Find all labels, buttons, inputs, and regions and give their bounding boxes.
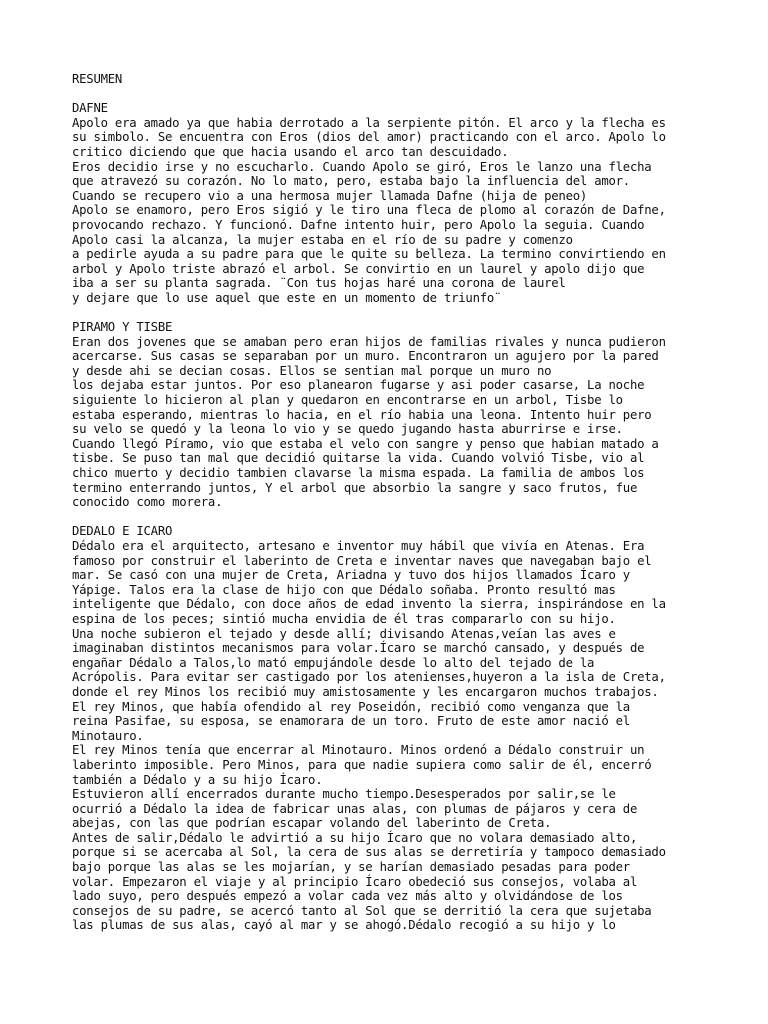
text-line: abejas, con las que podrían escapar volando del laberinto de Creta.: [72, 816, 552, 831]
text-line: Cuando se recupero vio a una hermosa mujer llamada Dafne (hija de peneo): [72, 188, 588, 203]
text-line: Apolo era amado ya que habia derrotado a la serpiente pitón. El arco y la flecha es: [72, 115, 666, 130]
text-line: siguiente lo hicieron al plan y quedaron en encontrarse en un arbol, Tisbe lo: [72, 393, 623, 408]
text-line: estaba esperando, mientras lo hacia, en el río habia una leona. Intento huir pero: [72, 407, 652, 422]
section-title-piramo-y-tisbe: PIRAMO Y TISBE: [72, 320, 173, 335]
text-line: famoso por construir el laberinto de Creta e inventar naves que navegaban bajo el: [72, 553, 652, 568]
blank-line: [72, 510, 762, 525]
text-line: termino enterrando juntos, Y el arbol que absorbio la sangre y saco frutos, fue: [72, 480, 638, 495]
text-line: donde el rey Minos los recibió muy amistosamente y les encargaron muchos trabajos.: [72, 684, 659, 699]
text-line: su simbolo. Se encuentra con Eros (dios del amor) practicando con el arco. Apolo lo: [72, 130, 666, 145]
text-line: Acrópolis. Para evitar ser castigado por los atenienses,huyeron a la isla de Creta,: [72, 670, 666, 685]
text-line: y desde ahi se decian cosas. Ellos se sentian mal porque un muro no: [72, 363, 552, 378]
text-line: provocando rechazo. Y funcionó. Dafne intento huir, pero Apolo la seguia. Cuando: [72, 217, 645, 232]
text-line: mar. Se casó con una mujer de Creta, Ariadna y tuvo dos hijos llamados Ícaro y: [72, 568, 630, 583]
text-line: El rey Minos, que había ofendido al rey Poseidón, recibió como venganza que la: [72, 699, 630, 714]
text-line: su velo se quedó y la leona lo vio y se quedo jugando hasta aburrirse e irse.: [72, 422, 623, 437]
text-line: Antes de salir,Dédalo le advirtió a su hijo Ícaro que no volara demasiado alto,: [72, 830, 638, 845]
blank-line: [72, 87, 762, 102]
text-line: Una noche subieron el tejado y desde allí; divisando Atenas,veían las aves e: [72, 626, 616, 641]
text-line: Dédalo era el arquitecto, artesano e inventor muy hábil que vivía en Atenas. Era: [72, 539, 645, 553]
text-line: bajo porque las alas se les mojarían, y se harían demasiado pesadas para poder: [72, 860, 630, 875]
text-line: que atravezó su corazón. No lo mato, pero, estaba bajo la influencia del amor.: [72, 174, 630, 189]
text-line: lado suyo, pero después empezó a volar cada vez más alto y olvidándose de los: [72, 889, 623, 904]
text-line: engañar Dédalo a Talos,lo mató empujándole desde lo alto del tejado de la: [72, 655, 595, 670]
text-line: las plumas de sus alas, cayó al mar y se ahogó.Dédalo recogió a su hijo y lo: [72, 918, 616, 933]
text-line: Estuvieron allí encerrados durante mucho tiempo.Desesperados por salir,se le: [72, 787, 616, 802]
text-line: y dejare que lo use aquel que este en un momento de triunfo¨: [72, 290, 502, 305]
text-line: Minotauro.: [72, 728, 144, 743]
section-title-dedalo-e-icaro: DEDALO E ICARO: [72, 524, 173, 539]
text-line: a pedirle ayuda a su padre para que le quite su belleza. La termino convirtiendo en: [72, 247, 666, 262]
text-line: laberinto imposible. Pero Minos, para que nadie supiera como salir de él, encerró: [72, 757, 652, 772]
text-line: Eran dos jovenes que se amaban pero eran hijos de familias rivales y nunca pudieron: [72, 334, 666, 349]
text-line: El rey Minos tenía que encerrar al Minotauro. Minos ordenó a Dédalo construir un: [72, 743, 645, 758]
text-line: inteligente que Dédalo, con doce años de edad invento la sierra, inspirándose en la: [72, 597, 666, 612]
text-line: espina de los peces; sintió mucha envidia de él tras compararlo con su hijo.: [72, 611, 616, 626]
text-line: ocurrió a Dédalo la idea de fabricar unas alas, con plumas de pájaros y cera de: [72, 801, 638, 816]
text-line: consejos de su padre, se acercó tanto al Sol que se derritió la cera que sujetaba: [72, 903, 652, 918]
text-line: Apolo casi la alcanza, la mujer estaba en el río de su padre y comenzo: [72, 232, 573, 247]
text-line: arbol y Apolo triste abrazó el arbol. Se convirtio en un laurel y apolo dijo que: [72, 261, 645, 276]
text-line: Apolo se enamoro, pero Eros sigió y le tiro una fleca de plomo al corazón de Dafne,: [72, 203, 666, 218]
blank-line: [72, 306, 762, 321]
text-line: chico muerto y decidio tambien clavarse la misma espada. La familia de ambos los: [72, 466, 645, 481]
section-title-dafne: DAFNE: [72, 101, 108, 116]
text-line: acercarse. Sus casas se separaban por un muro. Encontraron un agujero por la pared: [72, 349, 659, 364]
text-line: iba a ser su planta sagrada. ¨Con tus hojas haré una corona de laurel: [72, 276, 566, 291]
text-line: los dejaba estar juntos. Por eso planearon fugarse y asi poder casarse, La noche: [72, 378, 645, 393]
text-line: porque si se acercaba al Sol, la cera de sus alas se derretiría y tampoco demasiado: [72, 845, 666, 860]
text-line: reina Pasifae, su esposa, se enamorara de un toro. Fruto de este amor nació el: [72, 714, 630, 729]
document-heading: RESUMEN: [72, 72, 123, 86]
text-line: imaginaban distintos mecanismos para volar.Ícaro se marchó cansado, y después de: [72, 641, 645, 656]
text-line: Yápige. Talos era la clase de hijo con que Dédalo soñaba. Pronto resultó mas: [72, 582, 616, 597]
text-line: volar. Empezaron el viaje y al principio Ícaro obedeció sus consejos, volaba al: [72, 874, 638, 889]
text-line: Cuando llegó Píramo, vio que estaba el velo con sangre y penso que habian matado a: [72, 436, 659, 451]
text-line: conocido como morera.: [72, 495, 223, 510]
text-line: también a Dédalo y a su hijo Ícaro.: [72, 772, 323, 787]
document-page: [72, 72, 762, 933]
text-line: tisbe. Se puso tan mal que decidió quitarse la vida. Cuando volvió Tisbe, vio al: [72, 451, 645, 466]
text-line: Eros decidio irse y no escucharlo. Cuando Apolo se giró, Eros le lanzo una flecha: [72, 159, 652, 174]
text-line: critico diciendo que que hacia usando el arco tan descuidado.: [72, 144, 509, 159]
